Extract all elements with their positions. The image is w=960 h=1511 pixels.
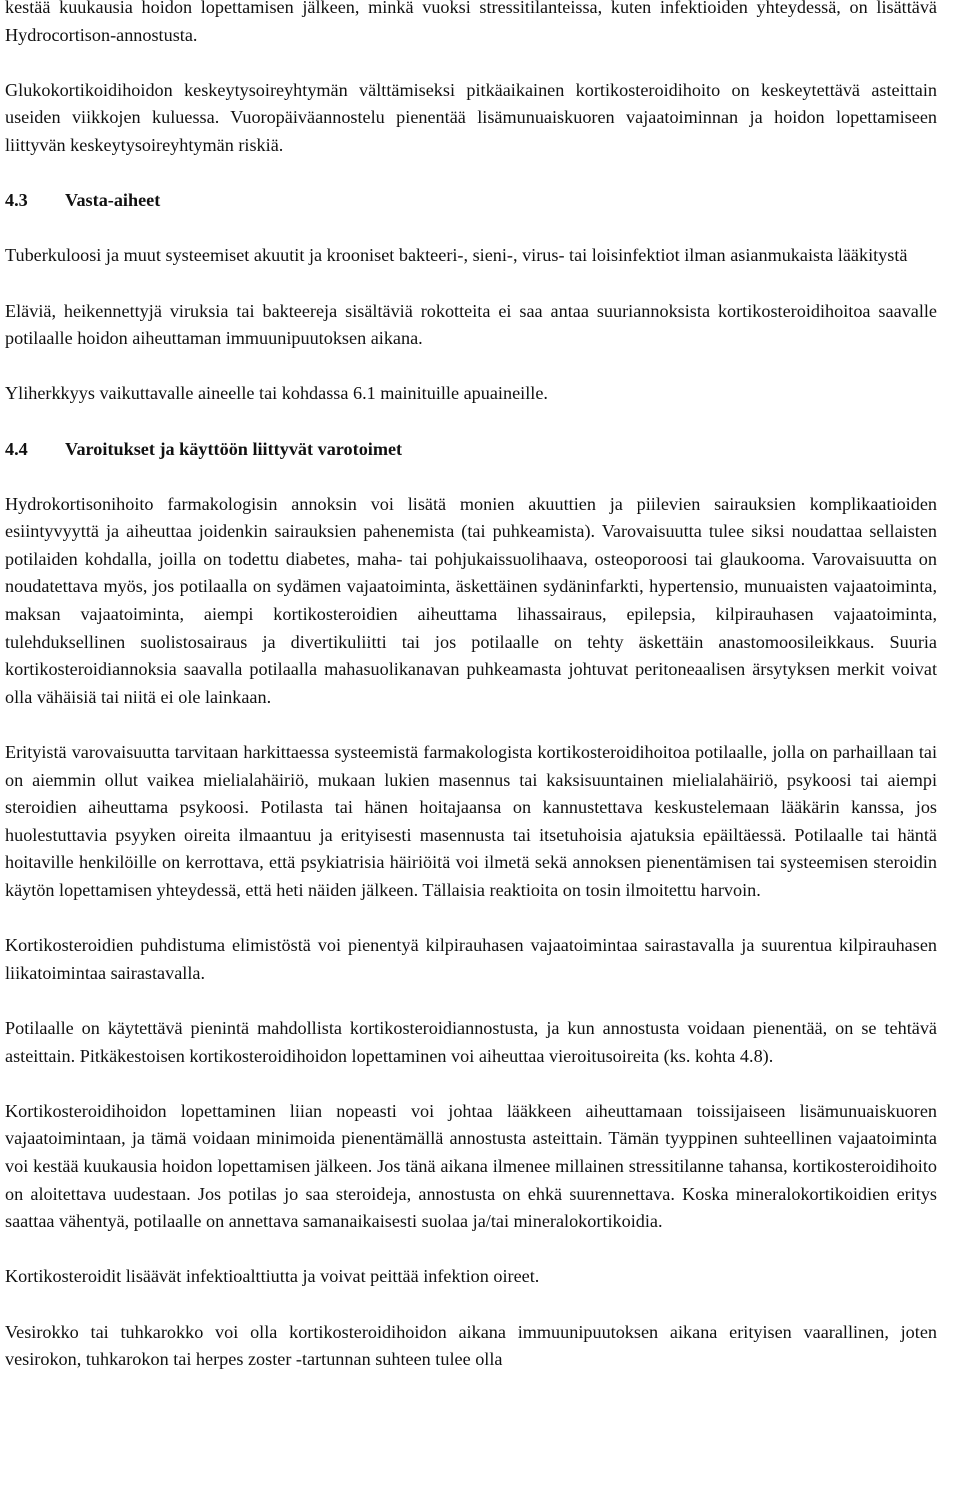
paragraph-psychiatric: Erityistä varovaisuutta tarvitaan harkittaessa systeemistä farmakologista kortikosteroidihoitoa potilaalle, jolla on parhaillaan tai on aiemmin ollut vaikea mielialahäiriö, mukaan lukien masennus tai kaksisuuntainen mielialahäiriö, psykoosi tai aiempi steroidien aiheuttama psykoosi. Potilasta tai hänen hoitajaansa on kannustettava keskustelemaan lääkärin kanssa, jos huolestuttavia psyyken oireita ilmaantuu ja erityisesti masennusta tai itsetuhoisia ajatuksia epäiltäessä. Potilaalle tai häntä hoitaville henkilöille on kerrottava, että psykiatrisia häiriöitä voi ilmetä sekä annoksen pienentämisen tai systeemisen steroidin käytön lopettamisen yhteydessä, että heti näiden jälkeen. Tällaisia reaktioita on tosin ilmoitettu harvoin. [5,742,937,900]
section-heading-contraindications [5,187,937,215]
paragraph-infection-risk: Kortikosteroidit lisäävät infektioalttiutta ja voivat peittää infektion oireet. [5,1266,540,1287]
paragraph-chickenpox-measles: Vesirokko tai tuhkarokko voi olla kortikosteroidihoidon aikana immuunipuutoksen aikana erityisen vaarallinen, joten vesirokon, tuhkarokon tai herpes zoster -tartunnan suhteen tulee olla [5,1321,937,1370]
paragraph-withdrawal-syndrome: Glukokortikoidihoidon keskeytysoireyhtymän välttämiseksi pitkäaikainen kortikosteroidihoito on keskeytettävä asteittain useiden viikkojen kuluessa. Vuoropäiväannostelu pienentää lisämunuaiskuoren vajaatoiminnan ja hoidon lopettamiseen liittyvän keskeytysoireyhtymän riskiä. [5,79,937,155]
section-number: 4.4 [5,438,28,459]
paragraph-vaccines: Eläviä, heikennettyjä viruksia tai bakteereja sisältäviä rokotteita ei saa antaa suuriannoksista kortikosteroidihoitoa saavalle potilaalle hoidon aiheuttaman immuunipuutoksen aikana. [5,300,937,349]
paragraph-adrenal-insufficiency: Kortikosteroidihoidon lopettaminen liian nopeasti voi johtaa lääkkeen aiheuttamaan toissijaiseen lisämunuaiskuoren vajaatoimintaan, ja tämä voidaan minimoida pienentämällä annostusta asteittain. Tämän tyyppinen suhteellinen vajaatoiminta voi kestää kuukausia hoidon lopettamisen jälkeen. Jos tänä aikana ilmenee millainen stressitilanne tahansa, kortikosteroidihoito on aloitettava uudestaan. Jos potilas jo saa steroideja, annostusta on ehkä suurennettava. Koska mineralokortikoidien eritys saattaa vähentyä, potilaalle on annettava samanaikaisesti suolaa ja/tai mineralokortikoidia. [5,1100,937,1232]
section-number: 4.3 [5,190,28,211]
section-title: Vasta-aiheet [65,190,161,211]
paragraph-pharmacologic-doses: Hydrokortisonihoito farmakologisin annoksin voi lisätä monien akuuttien ja piilevien sairauksien komplikaatioiden esiintyvyyttä ja aiheuttaa joidenkin sairauksien pahenemista (tai puhkeamista). Varovaisuutta tulee siksi noudattaa sellaisten potilaiden kohdalla, joilla on todettu diabetes, maha- tai pohjukaissuolihaava, osteoporoosi tai glaukooma. Varovaisuutta on noudatettava myös, jos potilaalla on sydämen vajaatoiminta, äskettäinen sydäninfarkti, hypertensio, munuaisten vajaatoiminta, maksan vajaatoiminta, aiempi kortikosteroidien aiheuttama lihassairaus, epilepsia, kilpirauhasen vajaatoiminta, tulehduksellinen suolistosairaus ja divertikuliitti tai jos potilaalle on tehty äskettäin anastomoosileikkaus. Suuria kortikosteroidiannoksia saavalla potilaalla mahasuolikanavan puhkeamasta johtuvat peritoneaalisen ärsytyksen merkit voivat olla vähäisiä tai niitä ei ole lainkaan. [5,493,937,707]
paragraph-tuberculosis: Tuberkuloosi ja muut systeemiset akuutit ja krooniset bakteeri-, sieni-, virus- tai loisinfektiot ilman asianmukaista lääkitystä [5,245,908,266]
paragraph-thyroid-clearance: Kortikosteroidien puhdistuma elimistöstä voi pienentyä kilpirauhasen vajaatoimintaa sairastavalla ja suurentua kilpirauhasen liikatoimintaa sairastavalla. [5,935,937,983]
paragraph-lowest-dose: Potilaalle on käytettävä pienintä mahdollista kortikosteroidiannostusta, ja kun annostusta voidaan pienentää, on se tehtävä asteittain. Pitkäkestoisen kortikosteroidihoidon lopettaminen voi aiheuttaa vieroitusoireita (ks. kohta 4.8). [5,1017,937,1066]
document-page [5,0,937,1374]
paragraph-hypersensitivity: Yliherkkyys vaikuttavalle aineelle tai kohdassa 6.1 mainituille apuaineille. [5,383,548,404]
paragraph-hydrocortison-stress: kestää kuukausia hoidon lopettamisen jälkeen, minkä vuoksi stressitilanteissa, kuten infektioiden yhteydessä, on lisättävä Hydrocortison-annostusta. [5,0,937,45]
section-title: Varoitukset ja käyttöön liittyvät varotoimet [65,438,403,459]
section-heading-warnings [5,436,937,464]
